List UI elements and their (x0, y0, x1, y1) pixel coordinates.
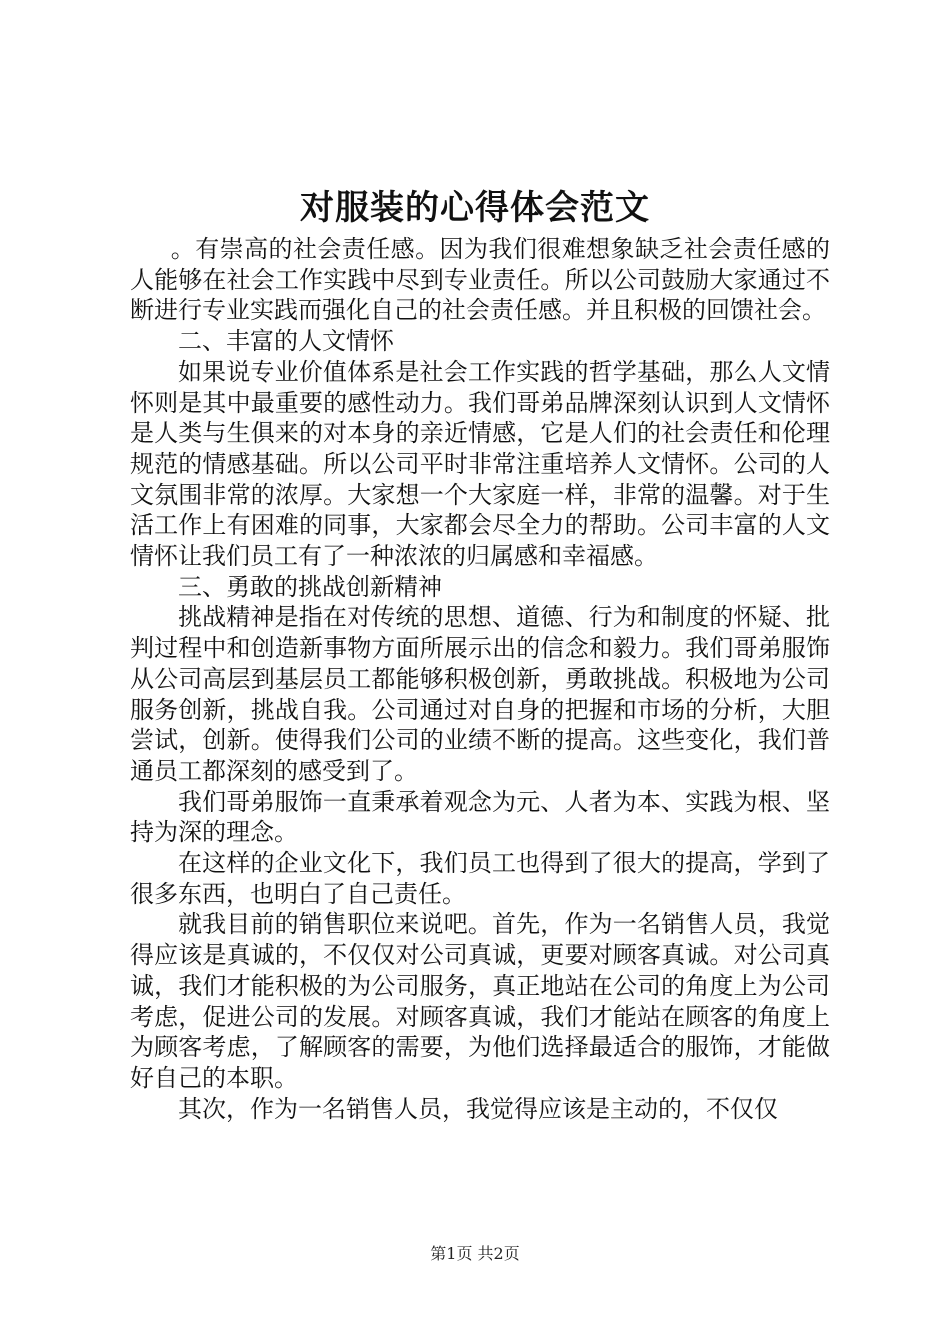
paragraph-humanistic: 如果说专业价值体系是社会工作实践的哲学基础，那么人文情怀则是其中最重要的感性动力。我们哥弟品牌深刻认识到人文情怀是人类与生俱来的对本身的亲近情感，它是人们的社会责任和伦理规范的情感基础。所以公司平时非常注重培养人文情怀。公司的人文氛围非常的浓厚。大家想一个大家庭一样，非常的温馨。对于生活工作上有困难的同事，大家都会尽全力的帮助。公司丰富的人文情怀让我们员工有了一种浓浓的归属感和幸福感。 (130, 357, 830, 571)
paragraph-improvement: 在这样的企业文化下，我们员工也得到了很大的提高，学到了很多东西，也明白了自己责任。 (130, 849, 830, 908)
paragraph-sincerity: 就我目前的销售职位来说吧。首先，作为一名销售人员，我觉得应该是真诚的，不仅仅对公司真诚，更要对顾客真诚。对公司真诚，我们才能积极的为公司服务，真正地站在公司的角度上为公司考虑，促进公司的发展。对顾客真诚，我们才能站在顾客的角度上为顾客考虑，了解顾客的需要，为他们选择最适合的服饰，才能做好自己的本职。 (130, 910, 830, 1092)
paragraph-initiative: 其次，作为一名销售人员，我觉得应该是主动的，不仅仅 (178, 1094, 778, 1123)
page-footer: 第1页 共2页 (430, 1244, 520, 1263)
paragraph-social-responsibility: 。有崇高的社会责任感。因为我们很难想象缺乏社会责任感的人能够在社会工作实践中尽到专业责任。所以公司鼓励大家通过不断进行专业实践而强化自己的社会责任感。并且积极的回馈社会。 (130, 235, 830, 325)
paragraph-philosophy: 我们哥弟服饰一直秉承着观念为元、人者为本、实践为根、坚持为深的理念。 (130, 787, 830, 847)
paragraph-innovation: 挑战精神是指在对传统的思想、道德、行为和制度的怀疑、批判过程中和创造新事物方面所展示出的信念和毅力。我们哥弟服饰从公司高层到基层员工都能够积极创新，勇敢挑战。积极地为公司服务创新，挑战自我。公司通过对自身的把握和市场的分析，大胆尝试，创新。使得我们公司的业绩不断的提高。这些变化，我们普通员工都深刻的感受到了。 (130, 603, 830, 785)
section-heading-innovation: 三、勇敢的挑战创新精神 (178, 572, 442, 601)
section-heading-humanistic: 二、丰富的人文情怀 (178, 327, 394, 356)
document-title: 对服装的心得体会范文 (300, 188, 650, 228)
document-body (130, 234, 830, 1124)
